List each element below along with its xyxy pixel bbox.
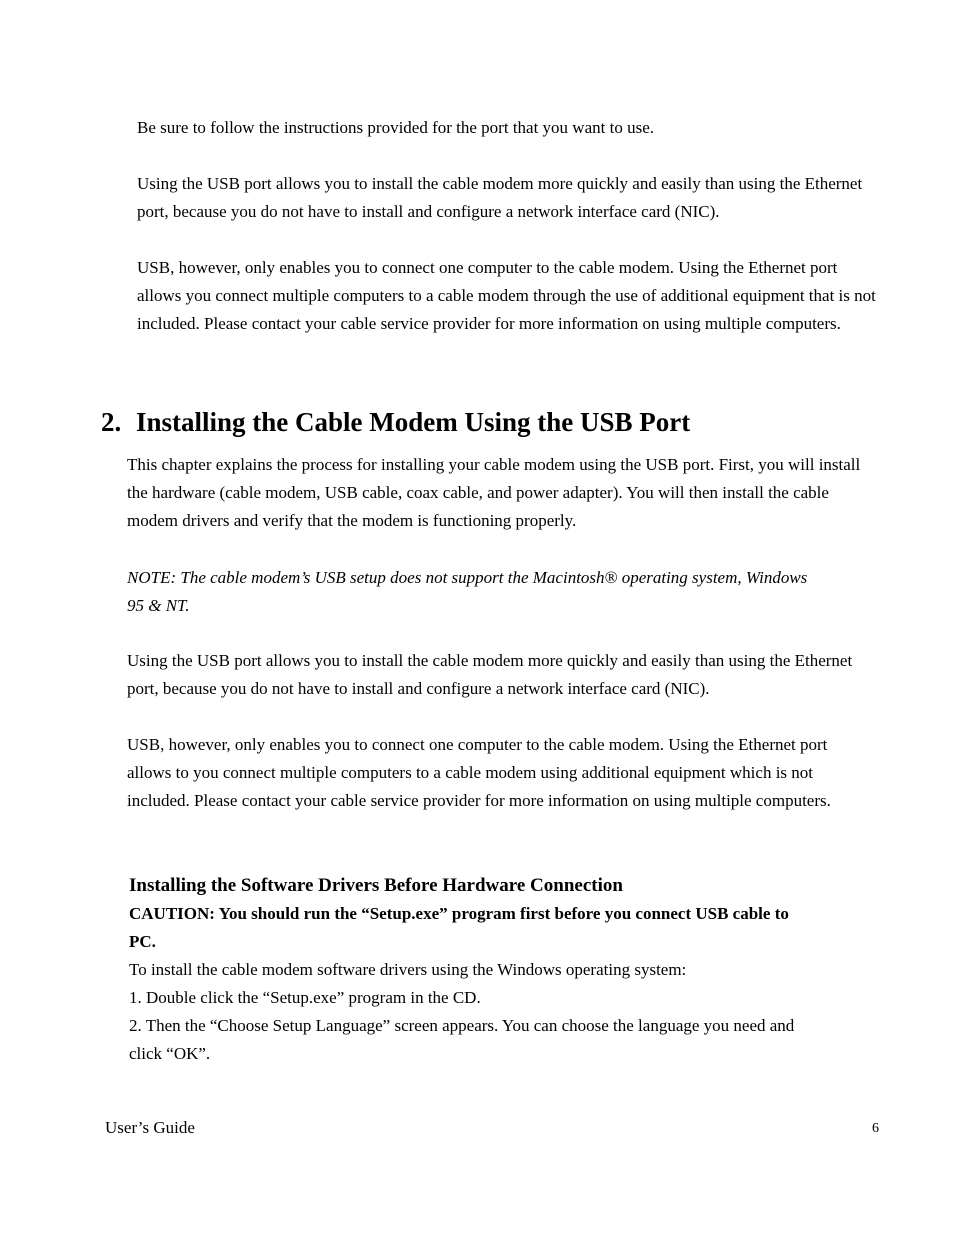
page-number: 6 [872, 1121, 879, 1136]
section-paragraph-1: This chapter explains the process for installing your cable modem using the USB port. First, you will install the hardware (cable modem, USB cable, coax cable, and power adapter). You will then install the cable modem drivers and verify that the modem is functioning properly. [127, 455, 861, 531]
section-paragraph-2: Using the USB port allows you to install the cable modem more quickly and easily than using the Ethernet port, because you do not have to install and configure a network interface card (NIC). [127, 651, 853, 699]
footer-title: User’s Guide [105, 1118, 195, 1137]
section-heading [101, 404, 690, 440]
section-note: NOTE: The cable modem’s USB setup does not support the Macintosh® operating system, Windows 95 & NT. [127, 568, 808, 616]
subsection-heading: Installing the Software Drivers Before Hardware Connection [129, 875, 623, 896]
intro-paragraph-3: USB, however, only enables you to connect one computer to the cable modem. Using the Ethernet port allows you connect multiple computers to a cable modem through the use of additional equipment that is not included. Please contact your cable service provider for more information on using multiple computers. [137, 258, 876, 334]
install-intro: To install the cable modem software drivers using the Windows operating system: [129, 960, 687, 979]
intro-paragraph-2: Using the USB port allows you to install the cable modem more quickly and easily than using the Ethernet port, because you do not have to install and configure a network interface card (NIC). [137, 174, 863, 222]
section-paragraph-3: USB, however, only enables you to connect one computer to the cable modem. Using the Ethernet port allows to you connect multiple computers to a cable modem using additional equipment which is not included. Please contact your cable service provider for more information on using multiple computers. [127, 735, 831, 811]
section-title: Installing the Cable Modem Using the USB Port [136, 407, 691, 437]
caution-text: CAUTION: You should run the “Setup.exe” program first before you connect USB cable to PC. [129, 904, 789, 952]
install-step-1: 1. Double click the “Setup.exe” program in the CD. [129, 988, 481, 1007]
install-step-2: 2. Then the “Choose Setup Language” screen appears. You can choose the language you need and click “OK”. [129, 1016, 795, 1064]
intro-paragraph-1: Be sure to follow the instructions provided for the port that you want to use. [137, 118, 654, 137]
section-number: 2. [101, 407, 122, 437]
